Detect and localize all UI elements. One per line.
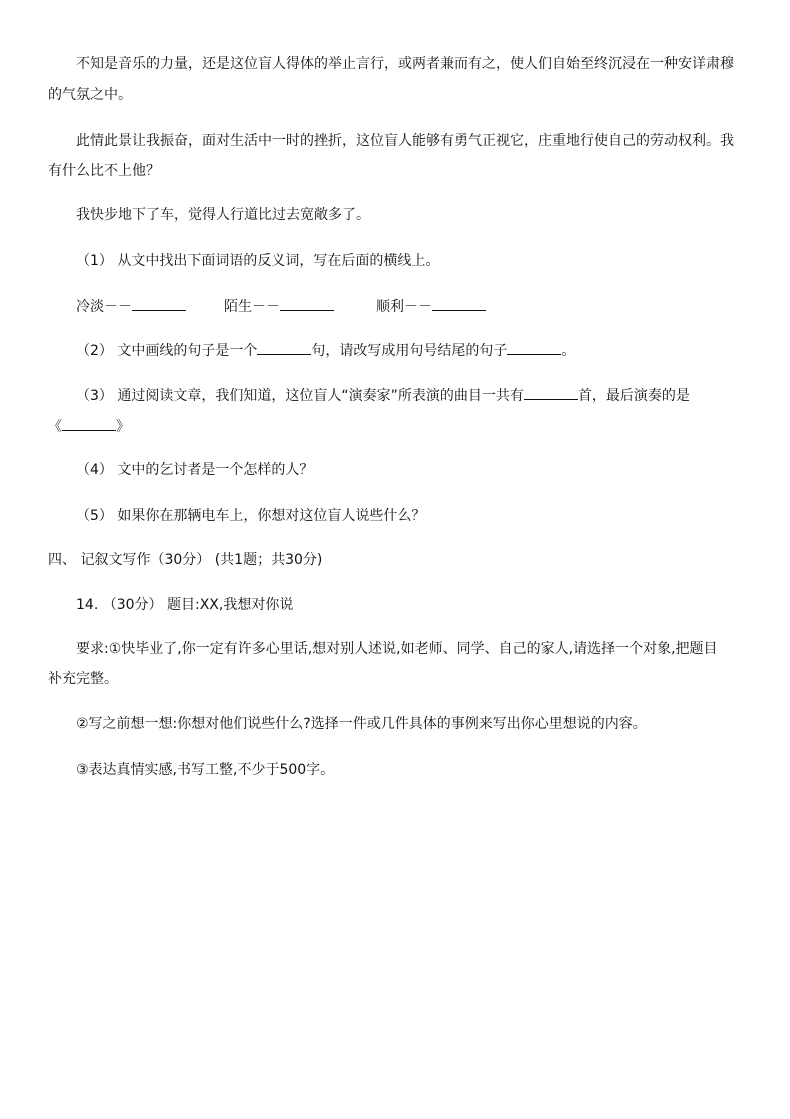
question-2-text-b: 句，请改写成用句号结尾的句子 [311,343,508,359]
question-1-blanks [76,296,486,317]
book-title-open-mark: 《 [48,419,62,435]
book-title-close-mark: 》 [116,419,130,435]
question-4: （4） 文中的乞讨者是一个怎样的人？ [76,462,314,478]
passage-paragraph-1-line-1: 不知是音乐的力量，还是这位盲人得体的举止言行，或两者兼而有之，使人们自始至终沉浸在一种安详肃穆 [76,56,734,72]
antonym-blank-3 [432,296,486,311]
question-2-text-a: （2） 文中画线的句子是一个 [76,343,258,359]
essay-requirement-3: ③表达真情实感,书写工整,不少于500字。 [76,762,335,778]
essay-requirement-1-line-1: 要求:①快毕业了,你一定有许多心里话,想对别人述说,如老师、同学、自己的家人,请选择一个对象,把题目 [76,641,718,657]
antonym-word-2: 陌生－－ [224,299,280,315]
last-piece-blank [62,416,116,431]
rewrite-sentence-blank [507,340,561,355]
passage-paragraph-2-line-2: 有什么比不上他？ [48,163,160,179]
question-2-text-c: 。 [561,343,576,359]
passage-paragraph-3: 我快步地下了车，觉得人行道比过去宽敞多了。 [76,207,370,223]
sentence-type-blank [257,340,311,355]
question-5: （5） 如果你在那辆电车上，你想对这位盲人说些什么？ [76,508,426,524]
question-3-line-1 [76,385,690,406]
antonym-blank-2 [280,296,334,311]
antonym-blank-1 [132,296,186,311]
question-3-text-b: 首，最后演奏的是 [577,388,690,404]
question-3-text-a: （3） 通过阅读文章，我们知道，这位盲人“演奏家”所表演的曲目一共有 [76,388,524,404]
antonym-word-1: 冷淡－－ [76,299,132,315]
question-2 [76,340,575,361]
antonym-word-3: 顺利－－ [376,299,432,315]
piece-count-blank [524,385,578,400]
essay-item-14: 14. （30分） 题目:XX,我想对你说 [76,597,294,613]
passage-paragraph-2-line-1: 此情此景让我振奋，面对生活中一时的挫折，这位盲人能够有勇气正视它，庄重地行使自己的劳动权利。我 [76,133,734,149]
essay-requirement-2: ②写之前想一想:你想对他们说些什么?选择一件或几件具体的事例来写出你心里想说的内容。 [76,716,647,732]
passage-paragraph-1-line-2: 的气氛之中。 [48,87,132,103]
section-4-heading: 四、 记叙文写作（30分） (共1题；共30分) [48,552,323,568]
question-1: （1） 从文中找出下面词语的反义词，写在后面的横线上。 [76,253,440,269]
essay-requirement-1-line-2: 补充完整。 [48,671,118,687]
question-3-line-2 [48,416,130,437]
